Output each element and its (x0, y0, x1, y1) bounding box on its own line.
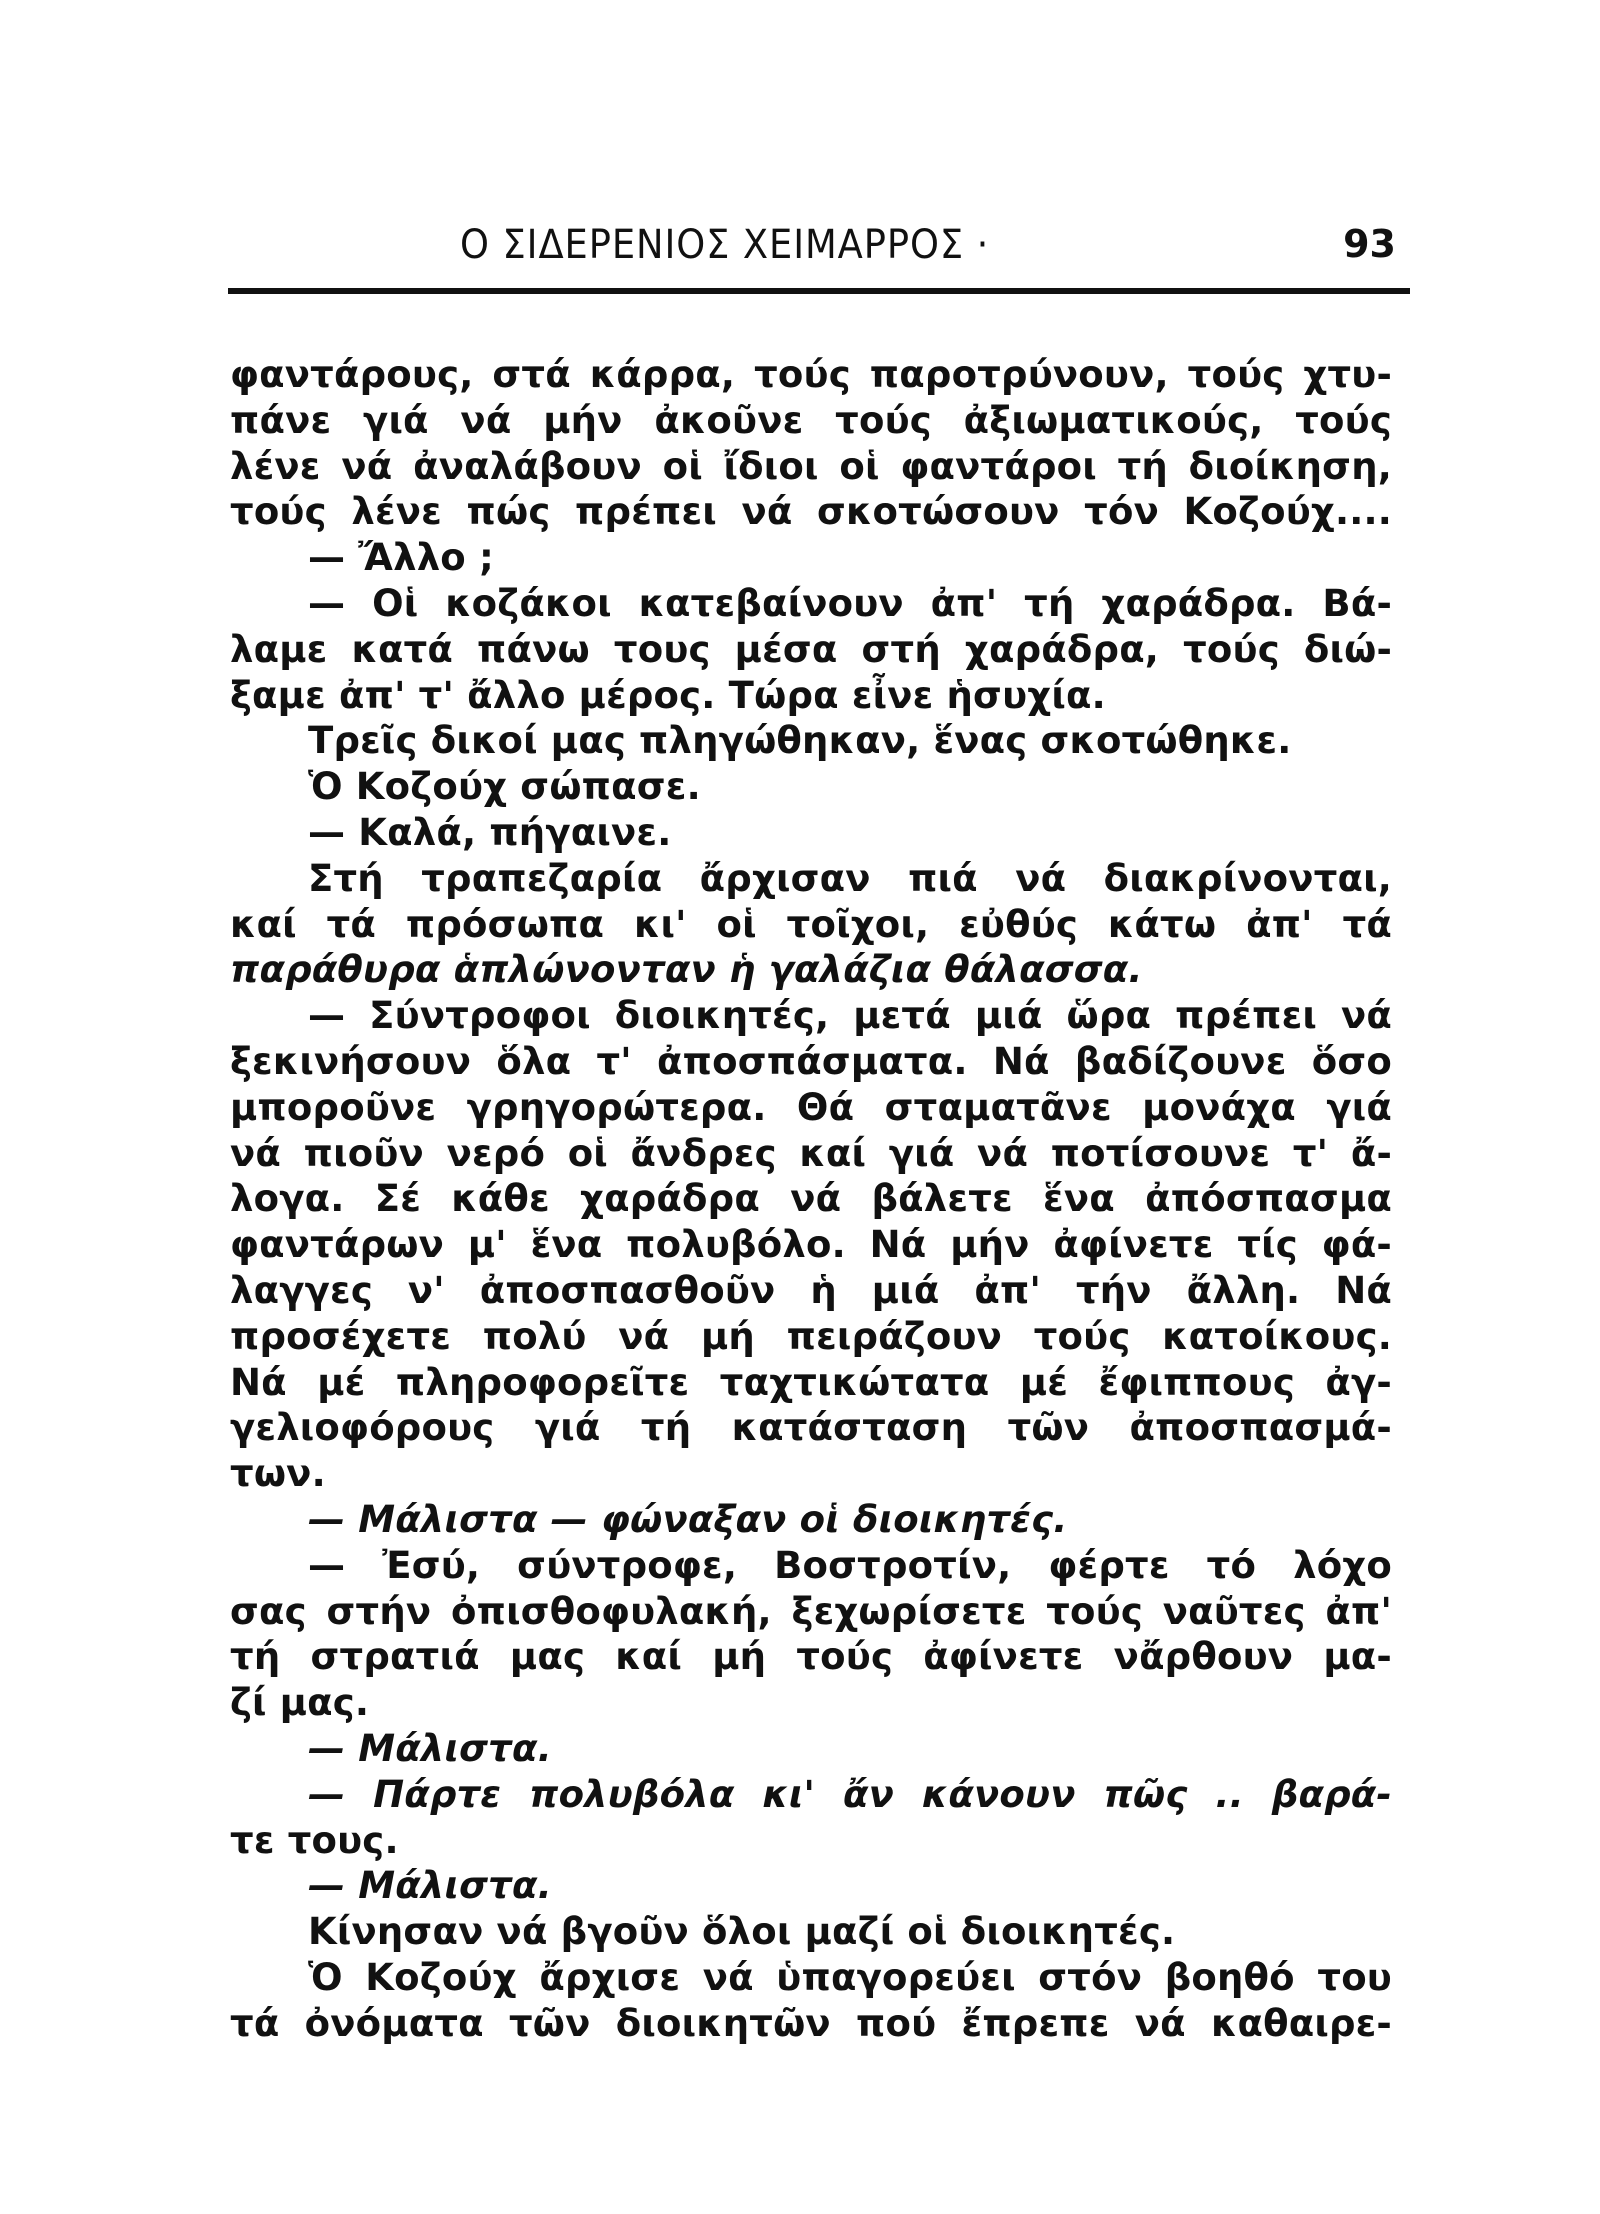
text-line: προσέχετε πολύ νά μή πειράζουν τούς κατοίκους. (230, 1314, 1392, 1358)
text-line: — Ἄλλο ; (308, 536, 495, 580)
text-line: λένε νά ἀναλάβουν οἱ ἴδιοι οἱ φαντάροι τή διοίκηση, (230, 444, 1392, 488)
text-line: λογα. Σέ κάθε χαράδρα νά βάλετε ἕνα ἀπόσπασμα (230, 1177, 1392, 1221)
text-line: — Ἐσύ, σύντροφε, Βοστροτίν, φέρτε τό λόχο (308, 1543, 1392, 1587)
text-line: — Καλά, πήγαινε. (308, 810, 672, 854)
body-text (230, 352, 1392, 2046)
text-line: καί τά πρόσωπα κι' οἱ τοῖχοι, εὐθύς κάτω ἀπ' τά (230, 902, 1392, 946)
text-line: Ὁ Κοζούχ σώπασε. (308, 765, 701, 809)
text-line: λαγγες ν' ἀποσπασθοῦν ἡ μιά ἀπ' τήν ἄλλη. Νά (230, 1268, 1392, 1312)
text-line: μποροῦνε γρηγορώτερα. Θά σταματᾶνε μονάχα γιά (230, 1085, 1392, 1129)
text-line: νά πιοῦν νερό οἱ ἄνδρες καί γιά νά ποτίσουνε τ' ἄ- (230, 1131, 1392, 1175)
text-line: — Πάρτε πολυβόλα κι' ἄν κάνουν πῶς .. βαρά- (308, 1772, 1392, 1816)
text-line: φαντάρους, στά κάρρα, τούς παροτρύνουν, τούς χτυ- (230, 353, 1392, 396)
text-line: — Μάλιστα — φώναξαν οἱ διοικητές. (308, 1497, 1068, 1541)
text-line: τε τους. (230, 1818, 399, 1862)
text-line: των. (230, 1452, 326, 1496)
running-title: Ο ΣΙΔΕΡΕΝΙΟΣ ΧΕΙΜΑΡΡΟΣ · (460, 222, 990, 268)
text-line: Ὁ Κοζούχ ἄρχισε νά ὑπαγορεύει στόν βοηθό του (308, 1955, 1392, 1999)
text-line: ξεκινήσουν ὅλα τ' ἀποσπάσματα. Νά βαδίζουνε ὅσο (230, 1039, 1392, 1083)
text-line: πάνε γιά νά μήν ἀκοῦνε τούς ἀξιωματικούς, τούς (230, 398, 1392, 442)
text-line: τούς λένε πώς πρέπει νά σκοτώσουν τόν Κοζούχ.... (230, 490, 1392, 534)
text-line: Στή τραπεζαρία ἄρχισαν πιά νά διακρίνονται, (308, 856, 1392, 900)
text-line: σας στήν ὀπισθοφυλακή, ξεχωρίσετε τούς ναῦτες ἀπ' (230, 1589, 1392, 1633)
text-line: γελιοφόρους γιά τή κατάσταση τῶν ἀποσπασμά- (230, 1406, 1392, 1450)
text-line: παράθυρα ἁπλώνονταν ἡ γαλάζια θάλασσα. (230, 948, 1143, 992)
header-rule (228, 288, 1410, 294)
text-line: φαντάρων μ' ἕνα πολυβόλο. Νά μήν ἀφίνετε τίς φά- (230, 1223, 1392, 1267)
text-line: τά ὀνόματα τῶν διοικητῶν πού ἔπρεπε νά καθαιρε- (230, 2001, 1392, 2045)
page-number: 93 (1343, 222, 1396, 266)
text-line: λαμε κατά πάνω τους μέσα στή χαράδρα, τούς διώ- (230, 627, 1392, 671)
text-line: Κίνησαν νά βγοῦν ὅλοι μαζί οἱ διοικητές. (308, 1910, 1176, 1954)
text-line: ζί μας. (230, 1681, 370, 1725)
text-line: ξαμε ἀπ' τ' ἄλλο μέρος. Τώρα εἶνε ἡσυχία. (230, 673, 1106, 717)
text-line: — Μάλιστα. (308, 1726, 552, 1770)
text-line: Νά μέ πληροφορεῖτε ταχτικώτατα μέ ἔφιππους ἀγ- (230, 1360, 1392, 1404)
text-line: — Σύντροφοι διοικητές, μετά μιά ὥρα πρέπει νά (308, 994, 1392, 1038)
page-header (228, 222, 1410, 282)
text-line: τή στρατιά μας καί μή τούς ἀφίνετε νἄρθουν μα- (230, 1635, 1392, 1679)
text-line: Τρεῖς δικοί μας πληγώθηκαν, ἕνας σκοτώθηκε. (308, 719, 1292, 763)
text-line: — Μάλιστα. (308, 1864, 552, 1908)
text-line: — Οἱ κοζάκοι κατεβαίνουν ἀπ' τή χαράδρα. Βά- (308, 581, 1392, 625)
